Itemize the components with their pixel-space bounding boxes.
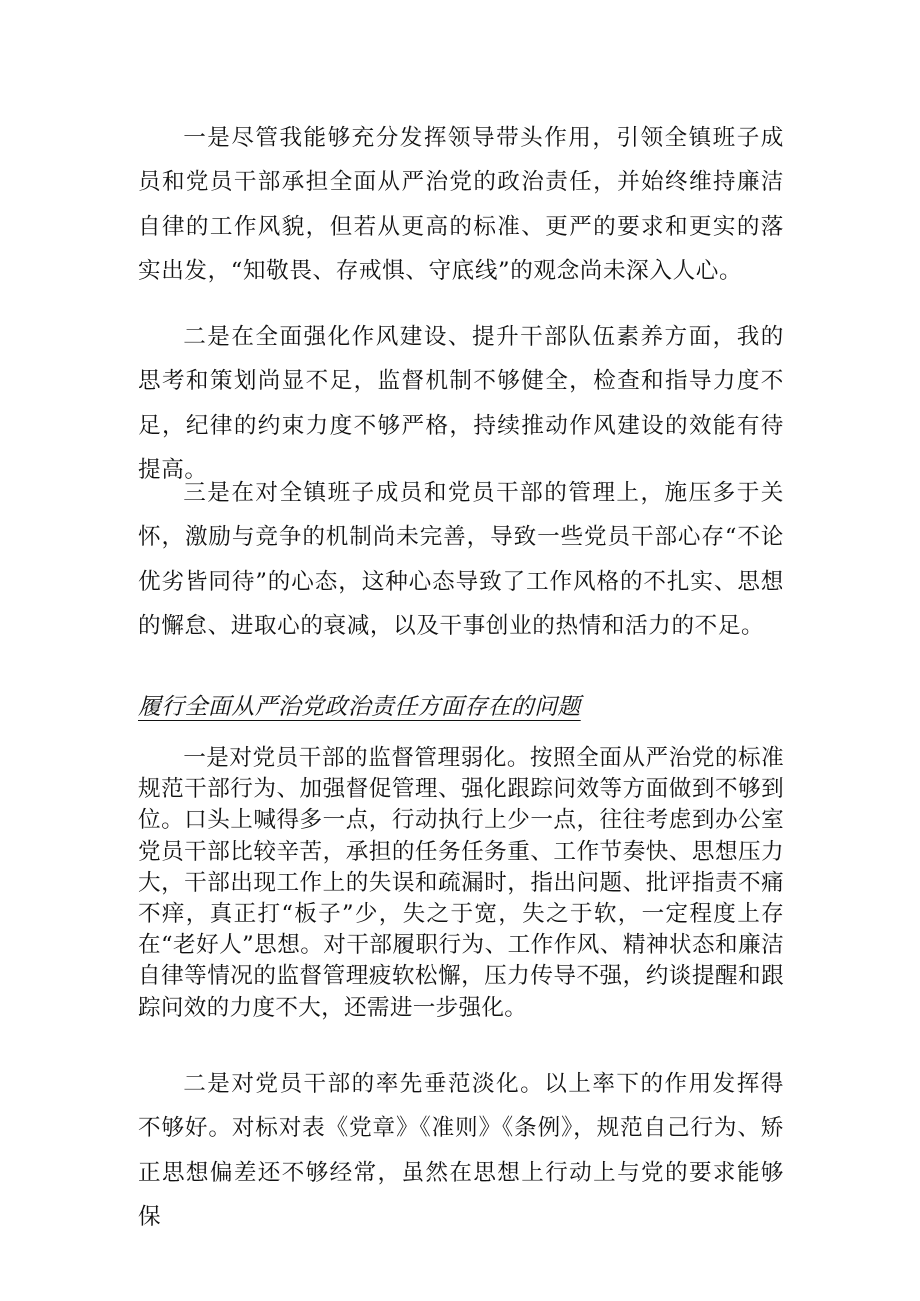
paragraph-5: 二是对党员干部的率先垂范淡化。以上率下的作用发挥得不够好。对标对表《党章》《准则》《条例》，规范自己行为、矫正思想偏差还不够经常，虽然在思想上行动上与党的要求能够保 [138, 1071, 784, 1230]
section-heading: 履行全面从严治党政治责任方面存在的问题 [138, 694, 581, 720]
paragraph-2: 二是在全面强化作风建设、提升干部队伍素养方面，我的思考和策划尚显不足，监督机制不够健全，检查和指导力度不足，纪律的约束力度不够严格，持续推动作风建设的效能有待提高。 [138, 324, 784, 483]
paragraph-4: 一是对党员干部的监督管理弱化。按照全面从严治党的标准规范干部行为、加强督促管理、强化跟踪问效等方面做到不够到位。口头上喊得多一点，行动执行上少一点，往往考虑到办公室党员干部比较辛苦，承担的任务任务重、工作节奏快、思想压力大，干部出现工作上的失误和疏漏时，指出问题、批评指责不痛不痒，真正打“板子”少，失之于宽，失之于软，一定程度上存在“老好人”思想。对干部履职行为、工作作风、精神状态和廉洁自律等情况的监督管理疲软松懈，压力传导不强，约谈提醒和跟踪问效的力度不大，还需进一步强化。 [138, 745, 784, 1021]
paragraph-3: 三是在对全镇班子成员和党员干部的管理上，施压多于关怀，激励与竞争的机制尚未完善，导致一些党员干部心存“不论优劣皆同待”的心态，这种心态导致了工作风格的不扎实、思想的懈怠、进取心的衰减，以及干事创业的热情和活力的不足。 [138, 480, 784, 639]
paragraph-1: 一是尽管我能够充分发挥领导带头作用，引领全镇班子成员和党员干部承担全面从严治党的政治责任，并始终维持廉洁自律的工作风貌，但若从更高的标准、更严的要求和更实的落实出发，“知敬畏、存戒惧、守底线”的观念尚未深入人心。 [138, 125, 784, 284]
